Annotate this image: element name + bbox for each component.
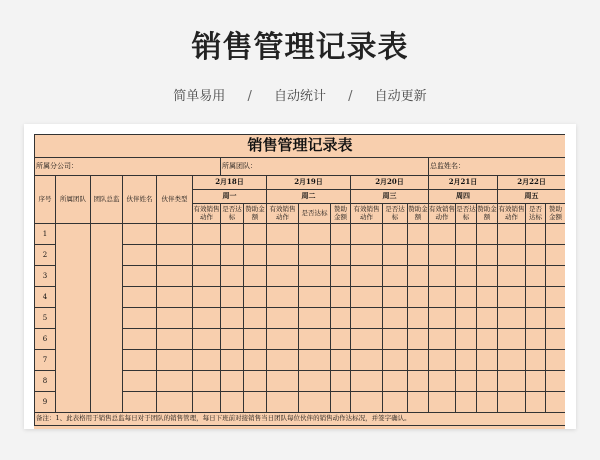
weekday-header: 周二 xyxy=(267,190,351,204)
team-label[interactable]: 所属团队： xyxy=(221,158,429,176)
data-cell[interactable] xyxy=(123,266,157,287)
date-header: 2月21日 xyxy=(429,176,498,190)
data-cell[interactable] xyxy=(123,287,157,308)
data-cell[interactable] xyxy=(498,392,526,413)
data-cell[interactable] xyxy=(408,224,429,245)
data-cell[interactable] xyxy=(383,245,408,266)
data-cell[interactable] xyxy=(157,224,193,245)
row-index: 6 xyxy=(35,329,56,350)
sub-column-header: 是否达标 xyxy=(299,204,331,224)
data-cell[interactable] xyxy=(193,266,221,287)
data-cell[interactable] xyxy=(477,329,498,350)
data-cell[interactable] xyxy=(383,224,408,245)
sub-column-header: 是否达标 xyxy=(456,204,477,224)
sub-column-header: 是否达标 xyxy=(221,204,244,224)
sub-column-header: 有效销售动作 xyxy=(429,204,456,224)
data-cell[interactable] xyxy=(331,245,351,266)
data-cell[interactable] xyxy=(477,266,498,287)
data-cell[interactable] xyxy=(408,392,429,413)
data-cell[interactable] xyxy=(546,266,566,287)
sub-column-header: 是否达标 xyxy=(383,204,408,224)
sub-column-header: 有效销售动作 xyxy=(193,204,221,224)
data-cell[interactable] xyxy=(157,350,193,371)
sub-column-header: 赞助金额 xyxy=(331,204,351,224)
data-cell[interactable] xyxy=(221,329,244,350)
data-cell[interactable] xyxy=(456,224,477,245)
weekday-header: 周三 xyxy=(351,190,429,204)
data-cell[interactable] xyxy=(477,392,498,413)
remarks-note: 备注：1、此表格用于销售总监每日对于团队的销售管理，每日下班前对接销售当日团队每位伙伴的销售动作达标况，并签字确认。 xyxy=(35,413,566,426)
data-cell[interactable] xyxy=(244,329,267,350)
data-cell[interactable] xyxy=(429,245,456,266)
data-cell[interactable] xyxy=(244,245,267,266)
data-cell[interactable] xyxy=(383,329,408,350)
data-cell[interactable] xyxy=(193,287,221,308)
data-cell[interactable] xyxy=(244,266,267,287)
preview-card xyxy=(24,124,576,429)
row-index: 1 xyxy=(35,224,56,245)
data-cell[interactable] xyxy=(267,224,299,245)
col-header-team: 所属团队 xyxy=(56,176,91,224)
data-cell[interactable] xyxy=(221,392,244,413)
sub-column-header: 赞助金额 xyxy=(408,204,429,224)
data-cell[interactable] xyxy=(267,287,299,308)
data-cell[interactable] xyxy=(408,371,429,392)
page-title: 销售管理记录表 xyxy=(191,30,409,65)
data-cell[interactable] xyxy=(429,308,456,329)
data-cell[interactable] xyxy=(546,371,566,392)
data-cell[interactable] xyxy=(221,371,244,392)
data-cell[interactable] xyxy=(456,350,477,371)
data-cell[interactable] xyxy=(351,371,383,392)
sub-column-header: 赞助金额 xyxy=(477,204,498,224)
data-cell[interactable] xyxy=(123,392,157,413)
data-cell[interactable] xyxy=(477,287,498,308)
col-header-partner-type: 伙伴类型 xyxy=(157,176,193,224)
data-cell[interactable] xyxy=(477,245,498,266)
data-cell[interactable] xyxy=(193,371,221,392)
sub-column-header: 有效销售动作 xyxy=(267,204,299,224)
spreadsheet xyxy=(34,134,565,429)
data-cell[interactable] xyxy=(429,350,456,371)
col-header-index: 序号 xyxy=(35,176,56,224)
data-cell[interactable] xyxy=(526,371,546,392)
data-cell[interactable] xyxy=(244,287,267,308)
data-cell[interactable] xyxy=(157,392,193,413)
data-cell[interactable] xyxy=(244,392,267,413)
data-cell[interactable] xyxy=(456,392,477,413)
data-cell[interactable] xyxy=(221,266,244,287)
data-cell[interactable] xyxy=(299,392,331,413)
data-cell[interactable] xyxy=(498,287,526,308)
data-cell[interactable] xyxy=(456,329,477,350)
sub-column-header: 有效销售动作 xyxy=(351,204,383,224)
data-cell[interactable] xyxy=(193,224,221,245)
data-cell[interactable] xyxy=(244,350,267,371)
data-cell[interactable] xyxy=(331,350,351,371)
data-cell[interactable] xyxy=(408,308,429,329)
data-cell[interactable] xyxy=(477,224,498,245)
data-cell[interactable] xyxy=(456,287,477,308)
data-cell[interactable] xyxy=(429,287,456,308)
row-index: 8 xyxy=(35,371,56,392)
data-cell[interactable] xyxy=(408,287,429,308)
data-cell[interactable] xyxy=(546,287,566,308)
data-cell[interactable] xyxy=(244,224,267,245)
data-cell[interactable] xyxy=(546,224,566,245)
data-cell[interactable] xyxy=(526,224,546,245)
data-cell[interactable] xyxy=(267,350,299,371)
data-cell[interactable] xyxy=(299,266,331,287)
data-cell[interactable] xyxy=(498,350,526,371)
data-cell[interactable] xyxy=(383,266,408,287)
data-cell[interactable] xyxy=(267,329,299,350)
data-cell[interactable] xyxy=(123,371,157,392)
data-cell[interactable] xyxy=(157,266,193,287)
data-cell[interactable] xyxy=(546,350,566,371)
data-cell[interactable] xyxy=(456,245,477,266)
data-cell[interactable] xyxy=(193,329,221,350)
data-cell[interactable] xyxy=(351,266,383,287)
data-cell[interactable] xyxy=(299,308,331,329)
data-cell[interactable] xyxy=(383,350,408,371)
data-cell[interactable] xyxy=(299,371,331,392)
data-cell[interactable] xyxy=(193,350,221,371)
data-cell[interactable] xyxy=(526,245,546,266)
date-header: 2月22日 xyxy=(498,176,566,190)
sub-column-header: 是否达标 xyxy=(526,204,546,224)
data-cell[interactable] xyxy=(123,224,157,245)
data-cell[interactable] xyxy=(526,329,546,350)
data-cell[interactable] xyxy=(267,308,299,329)
data-cell[interactable] xyxy=(498,266,526,287)
data-cell[interactable] xyxy=(546,329,566,350)
table-row xyxy=(35,224,566,245)
date-header: 2月18日 xyxy=(193,176,267,190)
data-cell[interactable] xyxy=(331,308,351,329)
sales-record-table xyxy=(34,134,565,426)
data-cell[interactable] xyxy=(351,308,383,329)
data-cell[interactable] xyxy=(157,329,193,350)
data-cell[interactable] xyxy=(477,371,498,392)
data-cell[interactable] xyxy=(331,371,351,392)
data-cell[interactable] xyxy=(383,392,408,413)
weekday-header: 周四 xyxy=(429,190,498,204)
data-cell[interactable] xyxy=(221,224,244,245)
data-cell[interactable] xyxy=(546,308,566,329)
data-cell[interactable] xyxy=(193,308,221,329)
data-cell[interactable] xyxy=(456,266,477,287)
director-label[interactable]: 总监姓名： xyxy=(429,158,566,176)
sheet-title: 销售管理记录表 xyxy=(35,135,566,158)
data-cell[interactable] xyxy=(299,350,331,371)
data-cell[interactable] xyxy=(123,329,157,350)
data-cell[interactable] xyxy=(383,308,408,329)
data-cell[interactable] xyxy=(157,308,193,329)
data-cell[interactable] xyxy=(331,224,351,245)
data-cell[interactable] xyxy=(429,329,456,350)
data-cell[interactable] xyxy=(331,287,351,308)
data-cell[interactable] xyxy=(123,308,157,329)
data-cell[interactable] xyxy=(299,287,331,308)
data-cell[interactable] xyxy=(408,350,429,371)
data-cell[interactable] xyxy=(299,329,331,350)
weekday-header: 周五 xyxy=(498,190,566,204)
data-cell[interactable] xyxy=(429,371,456,392)
data-cell[interactable] xyxy=(157,371,193,392)
data-cell[interactable] xyxy=(383,371,408,392)
data-cell[interactable] xyxy=(546,245,566,266)
sub-column-header: 赞助金额 xyxy=(244,204,267,224)
row-index: 3 xyxy=(35,266,56,287)
data-cell[interactable] xyxy=(221,287,244,308)
data-cell[interactable] xyxy=(526,287,546,308)
data-cell[interactable] xyxy=(429,266,456,287)
weekday-header: 周一 xyxy=(193,190,267,204)
data-cell[interactable] xyxy=(267,245,299,266)
data-cell[interactable] xyxy=(351,245,383,266)
data-cell[interactable] xyxy=(456,308,477,329)
col-header-partner-name: 伙伴姓名 xyxy=(123,176,157,224)
row-index: 5 xyxy=(35,308,56,329)
data-cell[interactable] xyxy=(267,266,299,287)
team-cell[interactable] xyxy=(56,224,91,413)
feature-tags xyxy=(0,85,600,104)
tag-separator: / xyxy=(348,89,353,104)
team-director-cell[interactable] xyxy=(91,224,123,413)
data-cell[interactable] xyxy=(408,245,429,266)
sub-column-header: 赞助金额 xyxy=(546,204,566,224)
data-cell[interactable] xyxy=(331,329,351,350)
sub-column-header: 有效销售动作 xyxy=(498,204,526,224)
data-cell[interactable] xyxy=(351,287,383,308)
data-cell[interactable] xyxy=(498,329,526,350)
branch-label[interactable]: 所属分公司： xyxy=(35,158,221,176)
data-cell[interactable] xyxy=(456,371,477,392)
data-cell[interactable] xyxy=(244,308,267,329)
row-index: 7 xyxy=(35,350,56,371)
data-cell[interactable] xyxy=(526,350,546,371)
row-index: 4 xyxy=(35,287,56,308)
data-cell[interactable] xyxy=(157,245,193,266)
data-cell[interactable] xyxy=(498,245,526,266)
data-cell[interactable] xyxy=(429,392,456,413)
col-header-team-director: 团队总监 xyxy=(91,176,123,224)
data-cell[interactable] xyxy=(267,392,299,413)
data-cell[interactable] xyxy=(526,392,546,413)
data-cell[interactable] xyxy=(429,224,456,245)
data-cell[interactable] xyxy=(498,224,526,245)
data-cell[interactable] xyxy=(123,350,157,371)
data-cell[interactable] xyxy=(546,392,566,413)
data-cell[interactable] xyxy=(477,350,498,371)
date-header: 2月19日 xyxy=(267,176,351,190)
data-cell[interactable] xyxy=(193,245,221,266)
data-cell[interactable] xyxy=(157,287,193,308)
data-cell[interactable] xyxy=(383,287,408,308)
data-cell[interactable] xyxy=(351,224,383,245)
data-cell[interactable] xyxy=(331,392,351,413)
data-cell[interactable] xyxy=(408,329,429,350)
data-cell[interactable] xyxy=(498,371,526,392)
data-cell[interactable] xyxy=(221,245,244,266)
data-cell[interactable] xyxy=(193,392,221,413)
data-cell[interactable] xyxy=(331,266,351,287)
tag-auto-update: 自动更新 xyxy=(374,89,427,104)
data-cell[interactable] xyxy=(299,224,331,245)
row-index: 9 xyxy=(35,392,56,413)
data-cell[interactable] xyxy=(526,308,546,329)
data-cell[interactable] xyxy=(408,266,429,287)
data-cell[interactable] xyxy=(221,308,244,329)
data-cell[interactable] xyxy=(123,245,157,266)
row-index: 2 xyxy=(35,245,56,266)
data-cell[interactable] xyxy=(498,308,526,329)
data-cell[interactable] xyxy=(526,266,546,287)
date-header: 2月20日 xyxy=(351,176,429,190)
data-cell[interactable] xyxy=(221,350,244,371)
tag-separator: / xyxy=(247,89,252,104)
data-cell[interactable] xyxy=(351,329,383,350)
data-cell[interactable] xyxy=(244,371,267,392)
data-cell[interactable] xyxy=(267,371,299,392)
tag-easy: 简单易用 xyxy=(173,89,226,104)
data-cell[interactable] xyxy=(351,392,383,413)
tag-auto-stats: 自动统计 xyxy=(273,89,326,104)
data-cell[interactable] xyxy=(299,245,331,266)
data-cell[interactable] xyxy=(351,350,383,371)
data-cell[interactable] xyxy=(477,308,498,329)
